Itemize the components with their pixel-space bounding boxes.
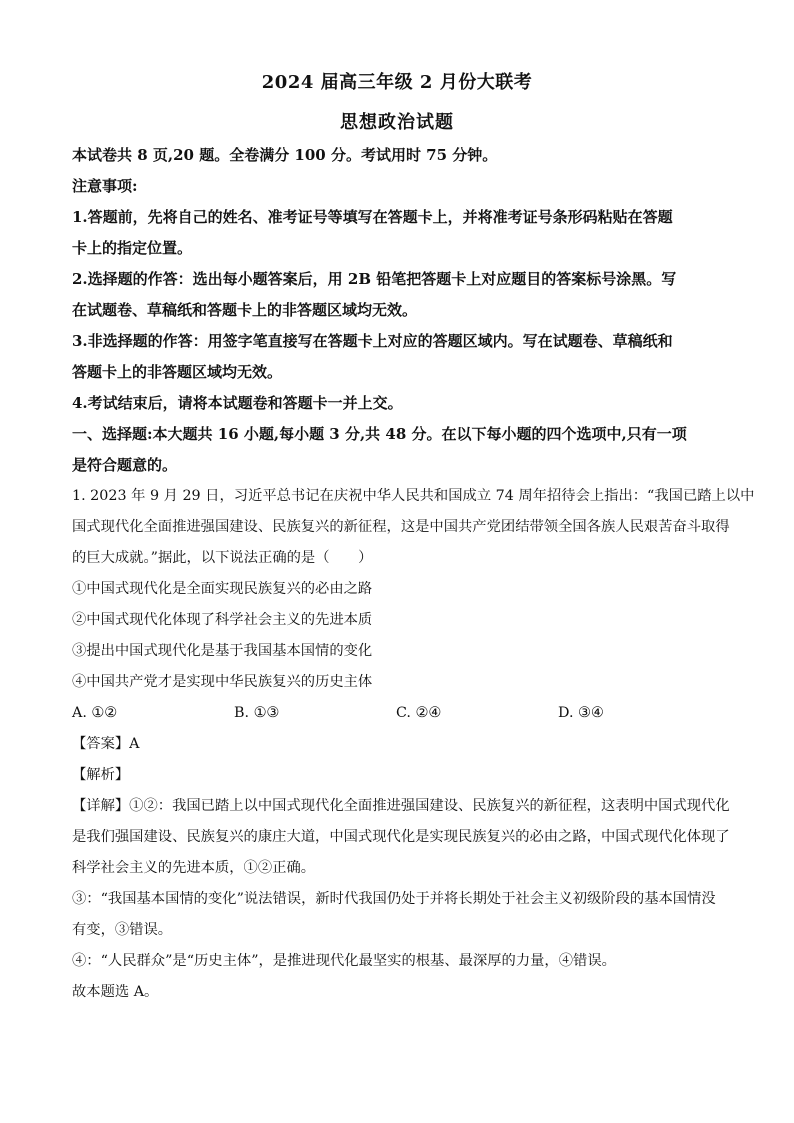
notice-item-2-line-1: 2.选择题的作答：选出每小题答案后，用 2B 铅笔把答题卡上对应题目的答案标号涂黑。写 [72,270,677,288]
statement-1: ①中国式现代化是全面实现民族复兴的必由之路 [72,581,373,597]
option-b: B. ①③ [234,705,280,721]
exam-subject: 思想政治试题 [340,112,454,133]
analysis-line-5: 有变，③错误。 [72,922,173,938]
option-c: C. ②④ [396,705,442,721]
question-stem-line-2: 国式现代化全面推进强国建设、民族复兴的新征程，这是中国共产党团结带领全国各族人民艰苦奋斗取得 [72,519,730,535]
question-stem-line-1: 1. 2023 年 9 月 29 日，习近平总书记在庆祝中华人民共和国成立 74 周年招待会上指出：“我国已踏上以中 [72,488,755,504]
analysis-line-4: ③：“我国基本国情的变化”说法错误，新时代我国仍处于并将长期处于社会主义初级阶段的基本国情没 [72,891,716,907]
option-a: A. ①② [72,705,118,721]
answer-options [72,698,722,729]
notice-heading: 注意事项: [72,177,138,195]
analysis-line-7: 故本题选 A。 [72,984,159,1000]
statement-2: ②中国式现代化体现了科学社会主义的先进本质 [72,612,373,628]
analysis-line-1: 【详解】①②：我国已踏上以中国式现代化全面推进强国建设、民族复兴的新征程，这表明中国式现代化 [72,798,730,814]
exam-page [72,66,755,1008]
notice-item-1-line-1: 1.答题前，先将自己的姓名、准考证号等填写在答题卡上，并将准考证号条形码粘贴在答题 [72,208,673,226]
exam-intro: 本试卷共 8 页,20 题。全卷满分 100 分。考试用时 75 分钟。 [72,146,498,164]
analysis-tag: 【解析】 [72,767,130,783]
statement-3: ③提出中国式现代化是基于我国基本国情的变化 [72,643,373,659]
analysis-line-2: 是我们强国建设、民族复兴的康庄大道，中国式现代化是实现民族复兴的必由之路，中国式现代化体现了 [72,829,730,845]
notice-item-1-line-2: 卡上的指定位置。 [72,239,193,257]
notice-item-4: 4.考试结束后，请将本试题卷和答题卡一并上交。 [72,394,403,412]
notice-item-3-line-2: 答题卡上的非答题区域均无效。 [72,363,283,381]
analysis-line-6: ④：“人民群众”是“历史主体”，是推进现代化最坚实的根基、最深厚的力量，④错误。 [72,953,616,969]
option-d: D. ③④ [558,705,604,721]
section-heading-line-1: 一、选择题:本大题共 16 小题,每小题 3 分,共 48 分。在以下每小题的四个选项中,只有一项 [72,425,687,443]
exam-title: 2024 届高三年级 2 月份大联考 [261,72,533,93]
section-heading-line-2: 是符合题意的。 [72,456,178,474]
notice-item-3-line-1: 3.非选择题的作答：用签字笔直接写在答题卡上对应的答题区域内。写在试题卷、草稿纸和 [72,332,673,350]
statement-4: ④中国共产党才是实现中华民族复兴的历史主体 [72,674,373,690]
notice-item-2-line-2: 在试题卷、草稿纸和答题卡上的非答题区域均无效。 [72,301,418,319]
analysis-line-3: 科学社会主义的先进本质，①②正确。 [72,860,316,876]
question-stem-line-3: 的巨大成就。”据此，以下说法正确的是（ ） [72,550,373,566]
answer-line: 【答案】A [72,736,140,752]
